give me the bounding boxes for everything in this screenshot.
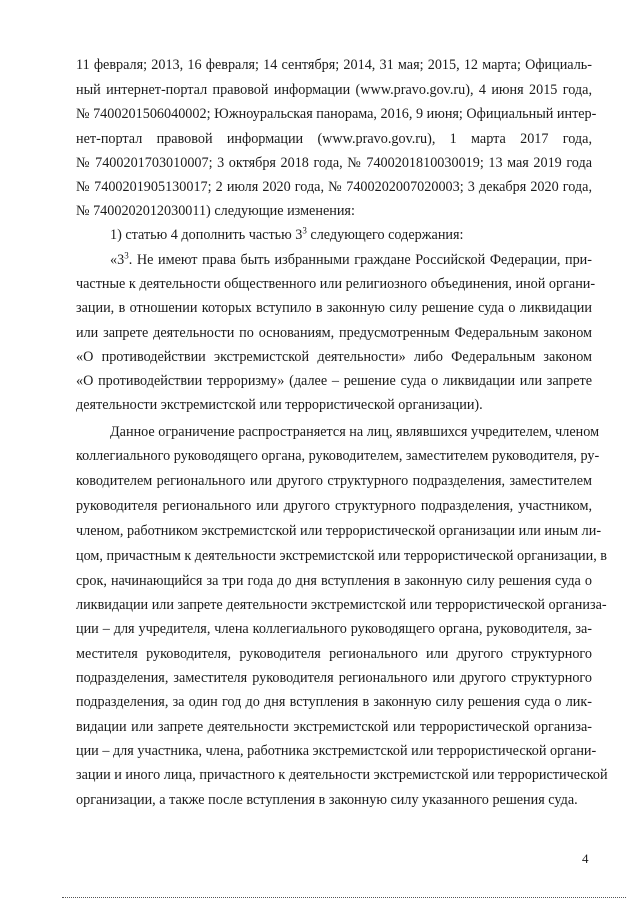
body-line: 11 февраля; 2013, 16 февраля; 14 сентября; 2014, 31 мая; 2015, 12 марта; Официаль-	[76, 57, 592, 73]
restriction-line: срок, начинающийся за три года до дня вступления в законную силу решения суда о	[76, 573, 592, 589]
new-part-line: или запрете деятельности по основаниям, предусмотренным Федеральным законом	[76, 325, 592, 341]
restriction-line: ции – для учредителя, члена коллегиального руководящего органа, руководителя, за-	[76, 621, 592, 637]
new-part-first-line	[110, 251, 592, 269]
restriction-line: подразделения, заместителя руководителя регионального или другого структурного	[76, 670, 592, 686]
new-part-line: деятельности экстремистской или террористической организации).	[76, 397, 483, 413]
amendment-item-text: следующего содержания:	[306, 227, 464, 243]
amendment-item	[110, 226, 592, 244]
body-line: № 7400202012030011) следующие изменения:	[76, 203, 355, 219]
new-part-line: частные к деятельности общественного или религиозного объединения, иной органи-	[76, 276, 596, 292]
body-line: № 7400201703010007; 3 октября 2018 года, № 7400201810030019; 13 мая 2019 года	[76, 155, 592, 171]
bottom-dotted-rule	[62, 897, 626, 898]
restriction-line: членом, работником экстремистской или террористической организации или иным ли-	[76, 523, 602, 539]
restriction-line: зации и иного лица, причастного к деятельности экстремистской или террористической	[76, 767, 608, 783]
new-part-line: «О противодействии терроризму» (далее – решение суда о ликвидации или запрете	[76, 373, 592, 389]
body-line: № 7400201506040002; Южноуральская панорама, 2016, 9 июня; Официальный интер-	[76, 106, 597, 122]
amendment-item-text: 1) статью 4 дополнить частью 3	[110, 227, 303, 243]
body-line: № 7400201905130017; 2 июля 2020 года, № 7400202007020003; 3 декабря 2020 года,	[76, 179, 592, 195]
body-line: ный интернет-портал правовой информации (www.pravo.gov.ru), 4 июня 2015 года,	[76, 82, 592, 98]
restriction-line: местителя руководителя, руководителя регионального или другого структурного	[76, 646, 592, 662]
restriction-line: ции – для участника, члена, работника экстремистской или террористической органи-	[76, 743, 597, 759]
new-part-line: зации, в отношении которых вступило в законную силу решение суда о ликвидации	[76, 300, 592, 316]
new-part-line: «О противодействии экстремистской деятельности» либо Федеральным законом	[76, 349, 592, 365]
new-part-text: . Не имеют права быть избранными граждане Российской Федерации, при-	[128, 252, 592, 268]
superscript: 3	[124, 250, 129, 261]
restriction-line: подразделения, за один год до дня вступления в законную силу решения суда о лик-	[76, 694, 592, 710]
superscript: 3	[302, 225, 307, 236]
new-part-number: «3	[110, 252, 125, 268]
restriction-line: коллегиального руководящего органа, руководителем, заместителем руководителя, ру-	[76, 448, 600, 464]
restriction-line: Данное ограничение распространяется на лиц, являвшихся учредителем, членом	[110, 424, 600, 440]
restriction-line: видации или запрете деятельности экстремистской или террористической организа-	[76, 719, 592, 735]
restriction-line: руководителя регионального или другого структурного подразделения, участником,	[76, 498, 592, 514]
restriction-line: ликвидации или запрете деятельности экстремистской или террористической организа-	[76, 597, 607, 613]
restriction-line: организации, а также после вступления в законную силу указанного решения суда.	[76, 792, 578, 808]
restriction-line: цом, причастным к деятельности экстремистской или террористической организации, в	[76, 548, 607, 564]
page-number: 4	[582, 851, 589, 866]
body-line: нет-портал правовой информации (www.pravo.gov.ru), 1 марта 2017 года,	[76, 131, 592, 147]
restriction-line: ководителем регионального или другого структурного подразделения, заместителем	[76, 473, 592, 489]
